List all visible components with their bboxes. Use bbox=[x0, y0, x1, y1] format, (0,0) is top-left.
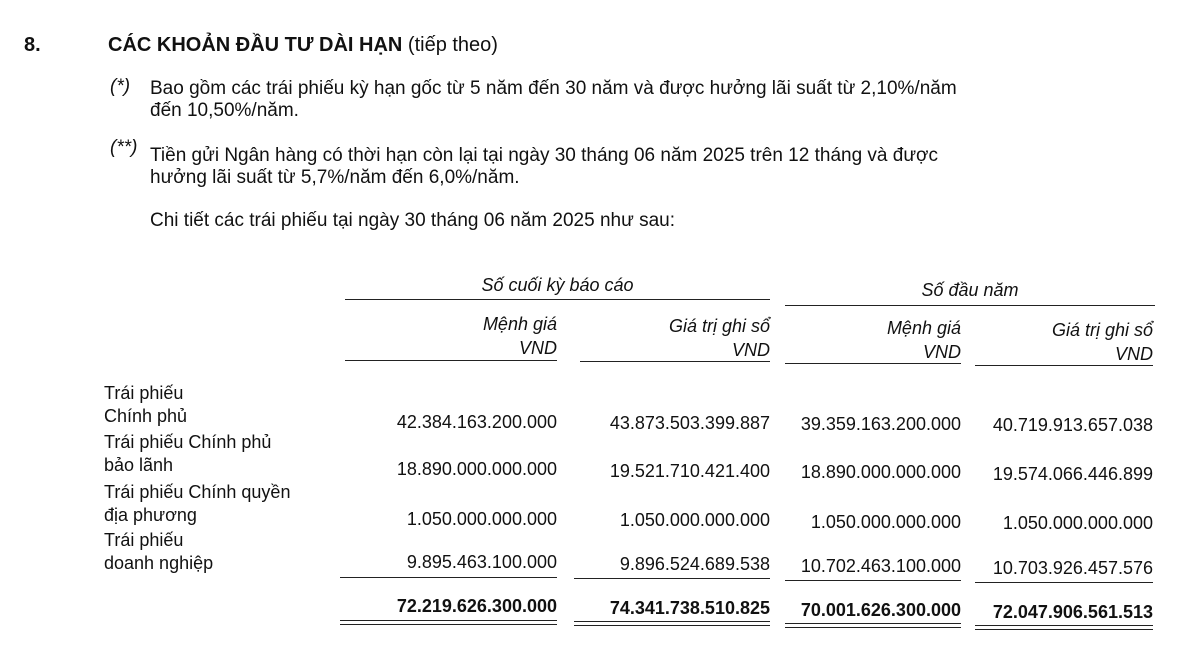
total-double-rule-2b bbox=[574, 625, 770, 626]
note-2 bbox=[150, 145, 1160, 189]
group-header-period-end: Số cuối kỳ báo cáo bbox=[481, 275, 634, 295]
row-label-government-bonds bbox=[104, 382, 187, 428]
row-label-line: doanh nghiệp bbox=[104, 553, 214, 573]
column-header-book-value-end bbox=[580, 314, 770, 362]
table-cell: 19.521.710.421.400 bbox=[609, 461, 770, 481]
subtotal-rule-1 bbox=[340, 577, 557, 578]
table-cell: 9.896.524.689.538 bbox=[619, 554, 770, 574]
section-title-suffix: (tiếp theo) bbox=[402, 34, 498, 56]
note-2-line-2: hưởng lãi suất từ 5,7%/năm đến 6,0%/năm. bbox=[150, 167, 520, 188]
table-cell: 1.050.000.000.000 bbox=[810, 512, 961, 532]
row-label-guaranteed-bonds bbox=[104, 431, 271, 477]
total-cell: 72.047.906.561.513 bbox=[992, 602, 1153, 622]
section-title-main: CÁC KHOẢN ĐẦU TƯ DÀI HẠN bbox=[108, 34, 403, 56]
column-header-label: Giá trị ghi sổ bbox=[1051, 320, 1153, 340]
table-cell: 39.359.163.200.000 bbox=[800, 414, 961, 434]
table-cell: 10.703.926.457.576 bbox=[992, 558, 1153, 578]
note-marker-1: (*) bbox=[110, 76, 131, 97]
total-cell: 72.219.626.300.000 bbox=[396, 596, 557, 616]
row-label-line: Trái phiếu Chính quyền bbox=[104, 482, 291, 502]
row-label-line: Trái phiếu bbox=[104, 530, 184, 550]
row-label-line: bảo lãnh bbox=[104, 455, 174, 475]
total-double-rule-4a bbox=[975, 625, 1153, 626]
total-double-rule-1a bbox=[340, 620, 557, 621]
row-label-line: Trái phiếu bbox=[104, 383, 184, 403]
total-double-rule-3b bbox=[785, 627, 961, 628]
note-1 bbox=[150, 78, 1160, 122]
table-cell: 1.050.000.000.000 bbox=[619, 510, 770, 530]
header-rule-1 bbox=[345, 360, 557, 361]
group-header-year-start: Số đầu năm bbox=[921, 280, 1019, 300]
column-header-face-value-start bbox=[785, 316, 961, 364]
section-title bbox=[108, 34, 498, 57]
header-rule-3 bbox=[785, 363, 961, 364]
column-header-label: Mệnh giá bbox=[886, 318, 961, 338]
total-double-rule-4b bbox=[975, 629, 1153, 630]
table-cell: 19.574.066.446.899 bbox=[992, 464, 1153, 484]
column-header-book-value-start bbox=[975, 318, 1153, 366]
column-header-unit: VND bbox=[731, 340, 770, 360]
column-header-face-value-end bbox=[345, 312, 557, 360]
table-cell: 40.719.913.657.038 bbox=[992, 415, 1153, 435]
table-cell: 9.895.463.100.000 bbox=[406, 552, 557, 572]
table-cell: 18.890.000.000.000 bbox=[396, 459, 557, 479]
total-double-rule-1b bbox=[340, 624, 557, 625]
subtotal-rule-2 bbox=[574, 578, 770, 579]
header-rule-4 bbox=[975, 365, 1153, 366]
row-label-line: Trái phiếu Chính phủ bbox=[104, 432, 272, 452]
table-cell: 10.702.463.100.000 bbox=[800, 556, 961, 576]
row-label-corporate-bonds bbox=[104, 529, 213, 575]
column-header-unit: VND bbox=[518, 338, 557, 358]
column-header-unit: VND bbox=[922, 342, 961, 362]
table-cell: 1.050.000.000.000 bbox=[1002, 513, 1153, 533]
table-cell: 18.890.000.000.000 bbox=[800, 462, 961, 482]
subtotal-rule-4 bbox=[975, 582, 1153, 583]
column-header-label: Giá trị ghi sổ bbox=[668, 316, 770, 336]
total-cell: 70.001.626.300.000 bbox=[800, 600, 961, 620]
group-rule-period-end bbox=[345, 299, 770, 300]
group-rule-year-start bbox=[785, 305, 1155, 306]
column-header-label: Mệnh giá bbox=[482, 314, 557, 334]
row-label-line: địa phương bbox=[104, 505, 197, 525]
table-cell: 1.050.000.000.000 bbox=[406, 509, 557, 529]
total-cell: 74.341.738.510.825 bbox=[609, 598, 770, 618]
table-intro: Chi tiết các trái phiếu tại ngày 30 tháng 06 năm 2025 như sau: bbox=[150, 210, 676, 231]
header-rule-2 bbox=[580, 361, 770, 362]
note-1-line-1: Bao gồm các trái phiếu kỳ hạn gốc từ 5 năm đến 30 năm và được hưởng lãi suất từ 2,10%/năm bbox=[150, 78, 957, 99]
subtotal-rule-3 bbox=[785, 580, 961, 581]
note-marker-2: (**) bbox=[110, 137, 138, 158]
total-double-rule-3a bbox=[785, 623, 961, 624]
note-1-line-2: đến 10,50%/năm. bbox=[150, 100, 299, 121]
section-number: 8. bbox=[24, 34, 41, 56]
column-header-unit: VND bbox=[1114, 344, 1153, 364]
table-cell: 43.873.503.399.887 bbox=[609, 413, 770, 433]
total-double-rule-2a bbox=[574, 621, 770, 622]
note-2-line-1: Tiền gửi Ngân hàng có thời hạn còn lại tại ngày 30 tháng 06 năm 2025 trên 12 tháng và được bbox=[150, 145, 939, 166]
row-label-local-government-bonds bbox=[104, 481, 290, 527]
row-label-line: Chính phủ bbox=[104, 406, 188, 426]
table-cell: 42.384.163.200.000 bbox=[396, 412, 557, 432]
